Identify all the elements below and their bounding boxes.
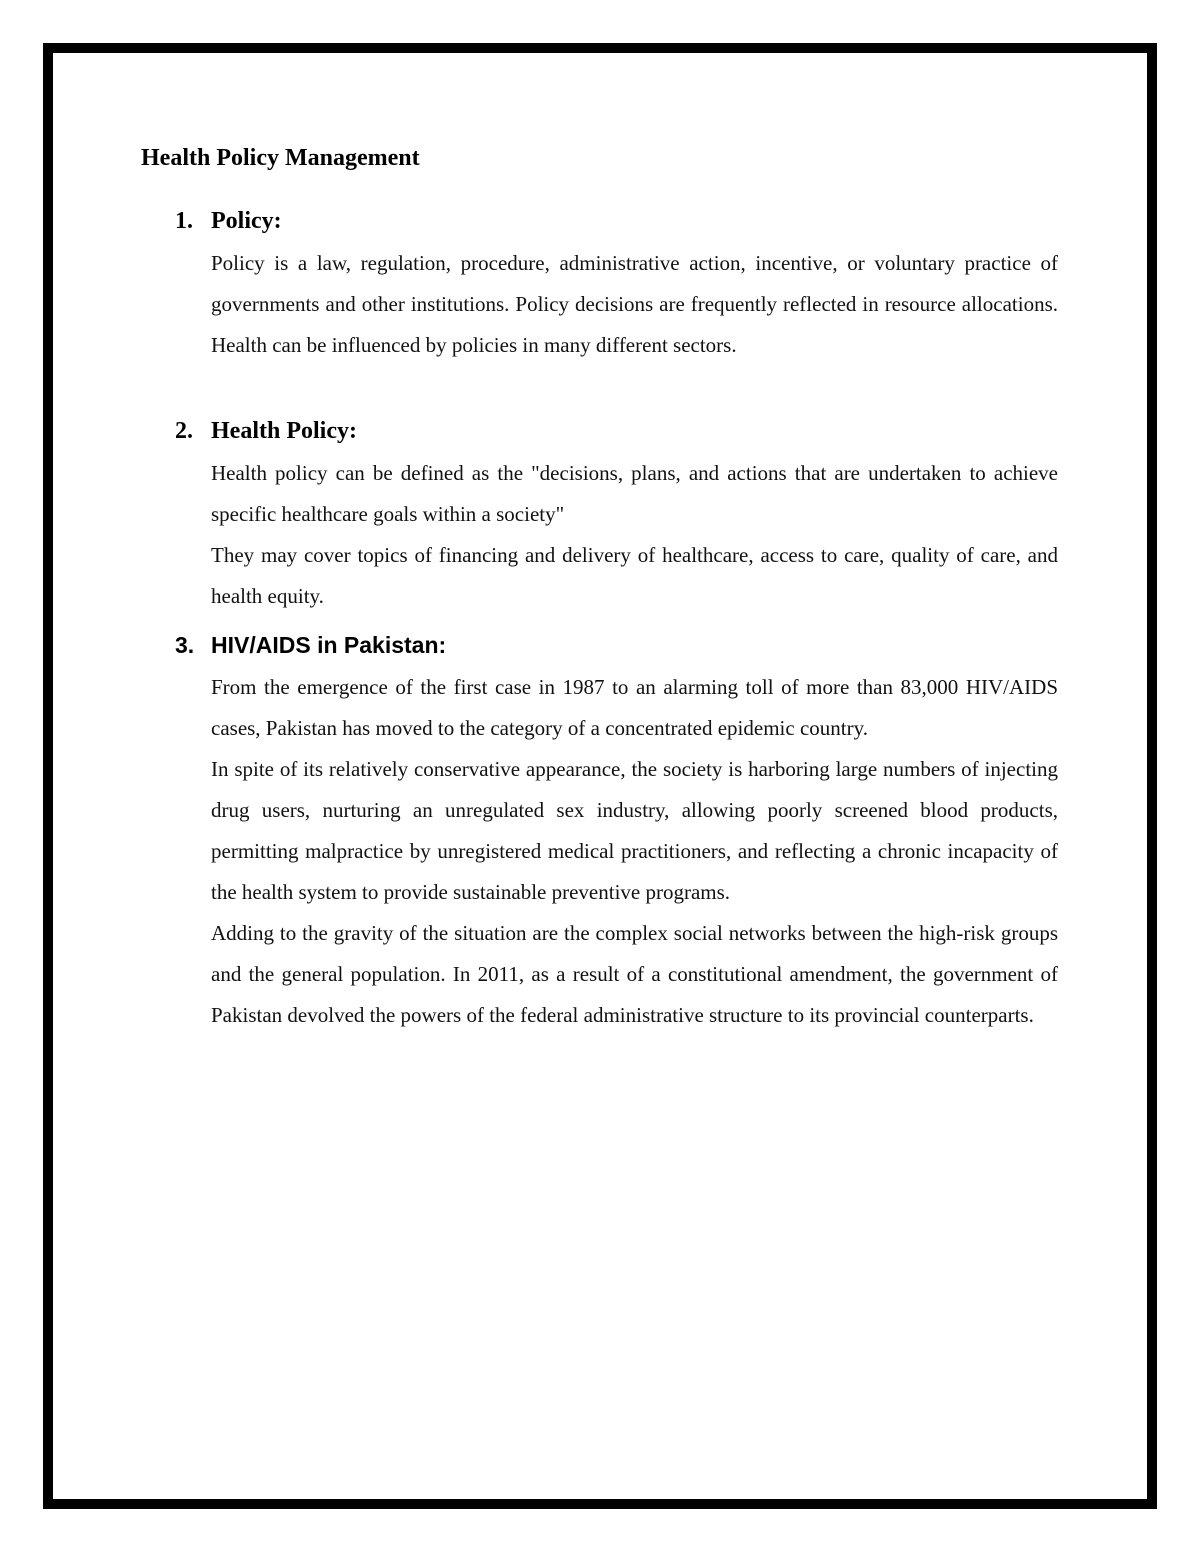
section-heading bbox=[175, 629, 1058, 661]
paragraph: They may cover topics of financing and delivery of healthcare, access to care, quality of care, and health equity. bbox=[211, 543, 1058, 608]
section-heading bbox=[175, 205, 1058, 237]
section-number: 1. bbox=[175, 208, 193, 234]
section-heading bbox=[175, 415, 1058, 447]
section-number: 3. bbox=[175, 632, 195, 658]
section-health-policy bbox=[175, 415, 1058, 617]
paragraph: Health policy can be defined as the "decisions, plans, and actions that are undertaken to achieve specific healthcare goals within a society" bbox=[211, 461, 1058, 526]
section-title: HIV/AIDS in Pakistan: bbox=[211, 632, 447, 658]
section-title: Policy: bbox=[211, 208, 282, 234]
document-title: Health Policy Management bbox=[141, 145, 420, 171]
paragraph: From the emergence of the first case in 1987 to an alarming toll of more than 83,000 HIV/AIDS cases, Pakistan has moved to the category of a concentrated epidemic country. bbox=[211, 675, 1058, 740]
paragraph: Policy is a law, regulation, procedure, administrative action, incentive, or voluntary practice of governments and other institutions. Policy decisions are frequently reflected in resource allocations. Health can be influenced by policies in many different sectors. bbox=[211, 251, 1058, 357]
paragraph: In spite of its relatively conservative appearance, the society is harboring large numbers of injecting drug users, nurturing an unregulated sex industry, allowing poorly screened blood products, permitting malpractice by unregistered medical practitioners, and reflecting a chronic incapacity of the health system to provide sustainable preventive programs. bbox=[211, 757, 1058, 904]
section-number: 2. bbox=[175, 418, 193, 444]
paragraph: Adding to the gravity of the situation are the complex social networks between the high-risk groups and the general population. In 2011, as a result of a constitutional amendment, the government of Pakistan devolved the powers of the federal administrative structure to its provincial counterparts. bbox=[211, 921, 1058, 1027]
section-hiv-aids-pakistan bbox=[175, 629, 1058, 1036]
section-title: Health Policy: bbox=[211, 418, 357, 444]
section-policy bbox=[175, 205, 1058, 366]
